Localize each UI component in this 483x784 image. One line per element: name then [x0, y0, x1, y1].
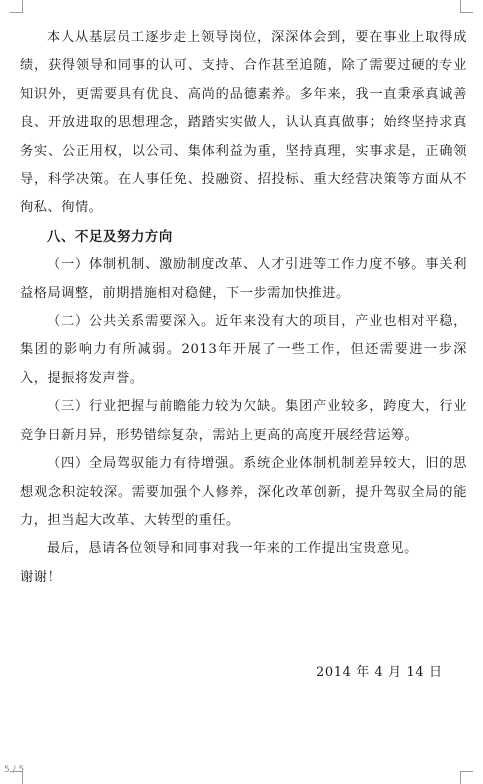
item-one: （一）体制机制、激励制度改革、人才引进等工作力度不够。事关利益格局调整，前期措施相对稳健，下一步需加快推进。 — [20, 257, 467, 301]
crop-mark-top-right — [460, 0, 473, 13]
closing-paragraph: 最后，恳请各位领导和同事对我一年来的工作提出宝贵意见。 — [47, 541, 418, 557]
crop-mark-bottom-right — [460, 771, 473, 784]
item-two: （二）公共关系需要深入。近年来没有大的项目，产业也相对平稳，集团的影响力有所减弱。2013年开展了一些工作，但还需要进一步深入，提振将发声誉。 — [20, 314, 467, 386]
document-body[interactable] — [20, 24, 467, 592]
item-three: （三）行业把握与前瞻能力较为欠缺。集团产业较多，跨度大，行业竞争日新月异，形势错综复杂，需站上更高的高度开展经营运筹。 — [20, 399, 467, 443]
page-indicator: 5 / 5 — [4, 765, 25, 775]
crop-mark-top-left — [10, 0, 23, 13]
section-heading: 八、不足及努力方向 — [47, 228, 173, 245]
document-date: 2014 年 4 月 14 日 — [316, 665, 443, 680]
item-four: （四）全局驾驭能力有待增强。系统企业体制机制差异较大，旧的思想观念积淀较深。需要加强个人修养，深化改革创新，提升驾驭全局的能力，担当起大改革、大转型的重任。 — [20, 456, 467, 528]
thanks-line: 谢谢！ — [20, 569, 62, 585]
paragraph-integrity: 本人从基层员工逐步走上领导岗位，深深体会到，要在事业上取得成绩，获得领导和同事的认可、支持、合作甚至追随，除了需要过硬的专业知识外，更需要具有优良、高尚的品德素养。多年来，我一直秉承真诚善良、开放进取的思想理念，踏踏实实做人，认认真真做事；始终坚持求真务实、公正用权，以公司、集体利益为重，坚持真理，实事求是，正确领导，科学决策。在人事任免、投融资、招投标、重大经营决策等方面从不徇私、徇情。 — [20, 30, 467, 216]
